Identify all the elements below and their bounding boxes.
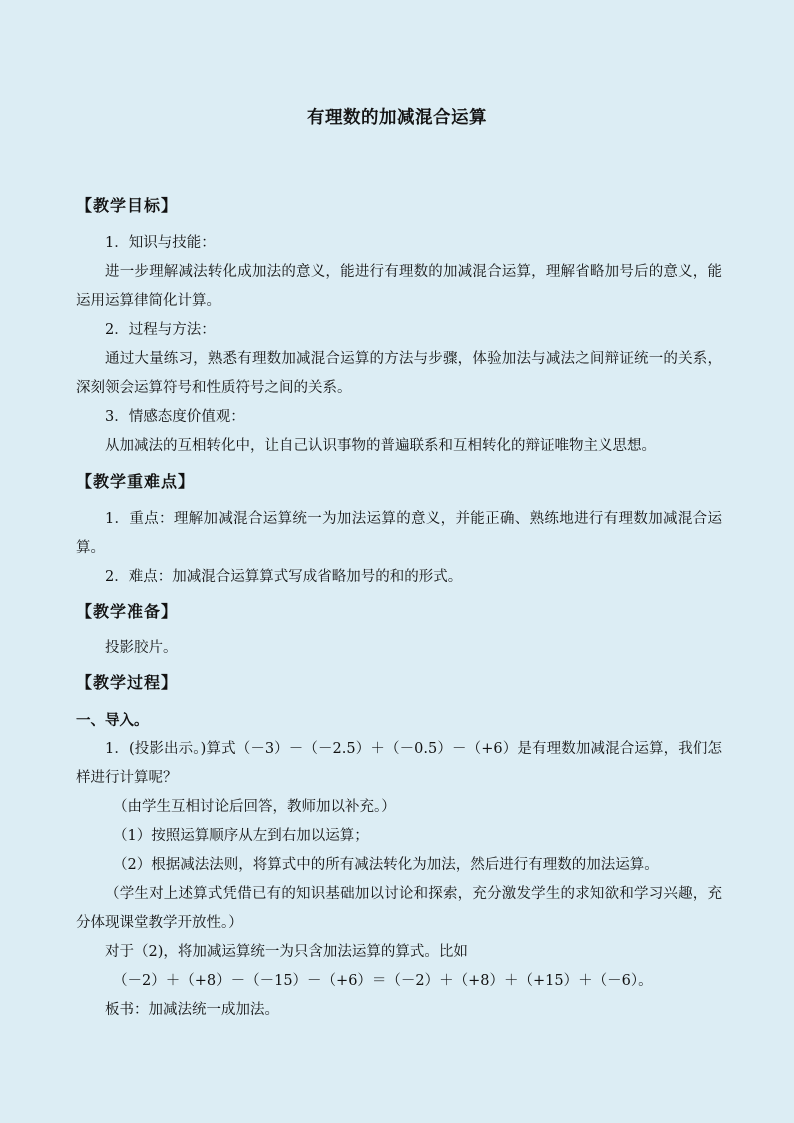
heading-preparation: 【教学准备】 xyxy=(76,602,179,621)
process-paragraph-6: 对于（2)，将加减运算统一为只含加法运算的算式。比如 xyxy=(105,944,468,960)
key-point-1: 1．重点：理解加减混合运算统一为加法运算的意义，并能正确、熟练地进行有理数加减混合运算。 xyxy=(76,511,722,556)
heading-key-points: 【教学重难点】 xyxy=(76,472,196,491)
process-paragraph-3: （1）按照运算顺序从左到右加以运算； xyxy=(113,828,369,844)
heading-teaching-goals: 【教学目标】 xyxy=(76,196,179,215)
goal-3-text: 从加减法的互相转化中，让自己认识事物的普遍联系和互相转化的辩证唯物主义思想。 xyxy=(105,438,656,454)
document-title: 有理数的加减混合运算 xyxy=(307,108,487,128)
preparation-text: 投影胶片。 xyxy=(105,640,178,656)
process-equation: （－2）＋（+8）－（－15）－（+6）＝（－2）＋（+8）＋（+15）＋（－6）。 xyxy=(113,973,653,989)
process-paragraph-2: （由学生互相讨论后回答，教师加以补充。） xyxy=(113,799,396,815)
goal-1-label: 1．知识与技能： xyxy=(105,235,216,251)
process-board-note: 板书：加减法统一成加法。 xyxy=(105,1002,279,1018)
heading-teaching-process: 【教学过程】 xyxy=(76,673,179,692)
goal-2-label: 2．过程与方法： xyxy=(105,322,216,338)
subheading-introduction: 一、导入。 xyxy=(76,712,149,729)
goal-3-label: 3．情感态度价值观： xyxy=(105,409,245,425)
process-paragraph-1: 1．(投影出示。)算式（－3）－（－2.5）＋（－0.5）－（+6）是有理数加减混合运算，我们怎样进行计算呢？ xyxy=(76,741,722,786)
key-point-2: 2．难点：加减混合运算算式写成省略加号的和的形式。 xyxy=(105,569,463,585)
goal-1-text: 进一步理解减法转化成加法的意义，能进行有理数的加减混合运算，理解省略加号后的意义，能运用运算律简化计算。 xyxy=(76,264,722,309)
process-paragraph-4: （2）根据减法法则，将算式中的所有减法转化为加法，然后进行有理数的加法运算。 xyxy=(113,857,659,873)
process-paragraph-5: （学生对上述算式凭借已有的知识基础加以讨论和探索，充分激发学生的求知欲和学习兴趣，充分体现课堂教学开放性。） xyxy=(76,886,722,931)
goal-2-text: 通过大量练习，熟悉有理数加减混合运算的方法与步骤，体验加法与减法之间辩证统一的关系，深刻领会运算符号和性质符号之间的关系。 xyxy=(76,351,722,396)
